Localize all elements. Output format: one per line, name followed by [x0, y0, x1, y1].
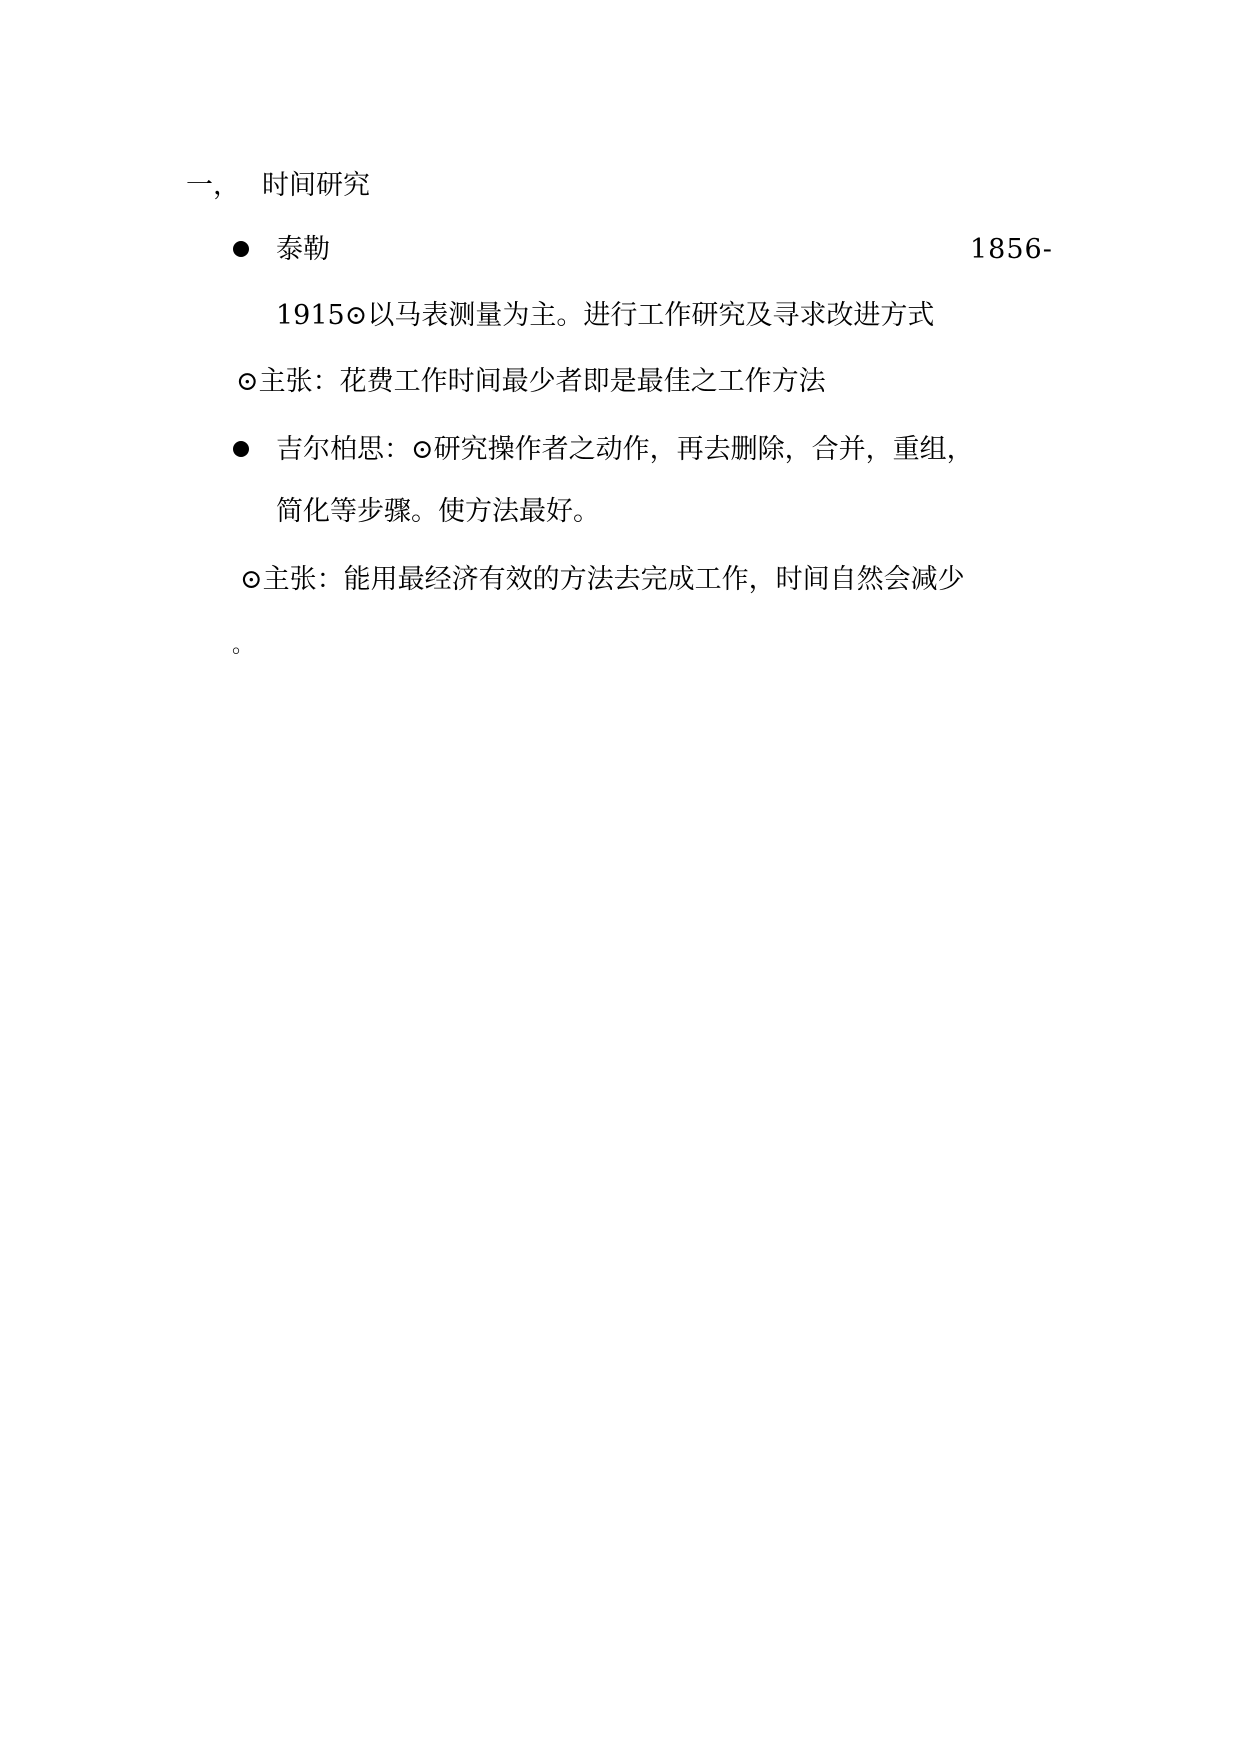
taylor-name: 泰勒 [276, 234, 330, 265]
taylor-claim: ⊙主张：花费工作时间最少者即是最佳之工作方法 [236, 366, 826, 397]
gilbreth-description: 吉尔柏思：⊙研究操作者之动作，再去删除，合并，重组， [276, 434, 974, 465]
gilbreth-description-continued: 简化等步骤。使方法最好。 [276, 496, 600, 527]
section-number: 一， [186, 170, 240, 201]
gilbreth-claim-ending: 。 [232, 633, 255, 658]
section-title: 时间研究 [262, 170, 370, 201]
taylor-description: 1915⊙以马表测量为主。进行工作研究及寻求改进方式 [276, 300, 935, 331]
taylor-years-start: 1856- [970, 234, 1053, 265]
bullet-icon [233, 441, 249, 457]
bullet-icon [233, 241, 249, 257]
gilbreth-claim: ⊙主张：能用最经济有效的方法去完成工作，时间自然会减少 [240, 564, 965, 595]
